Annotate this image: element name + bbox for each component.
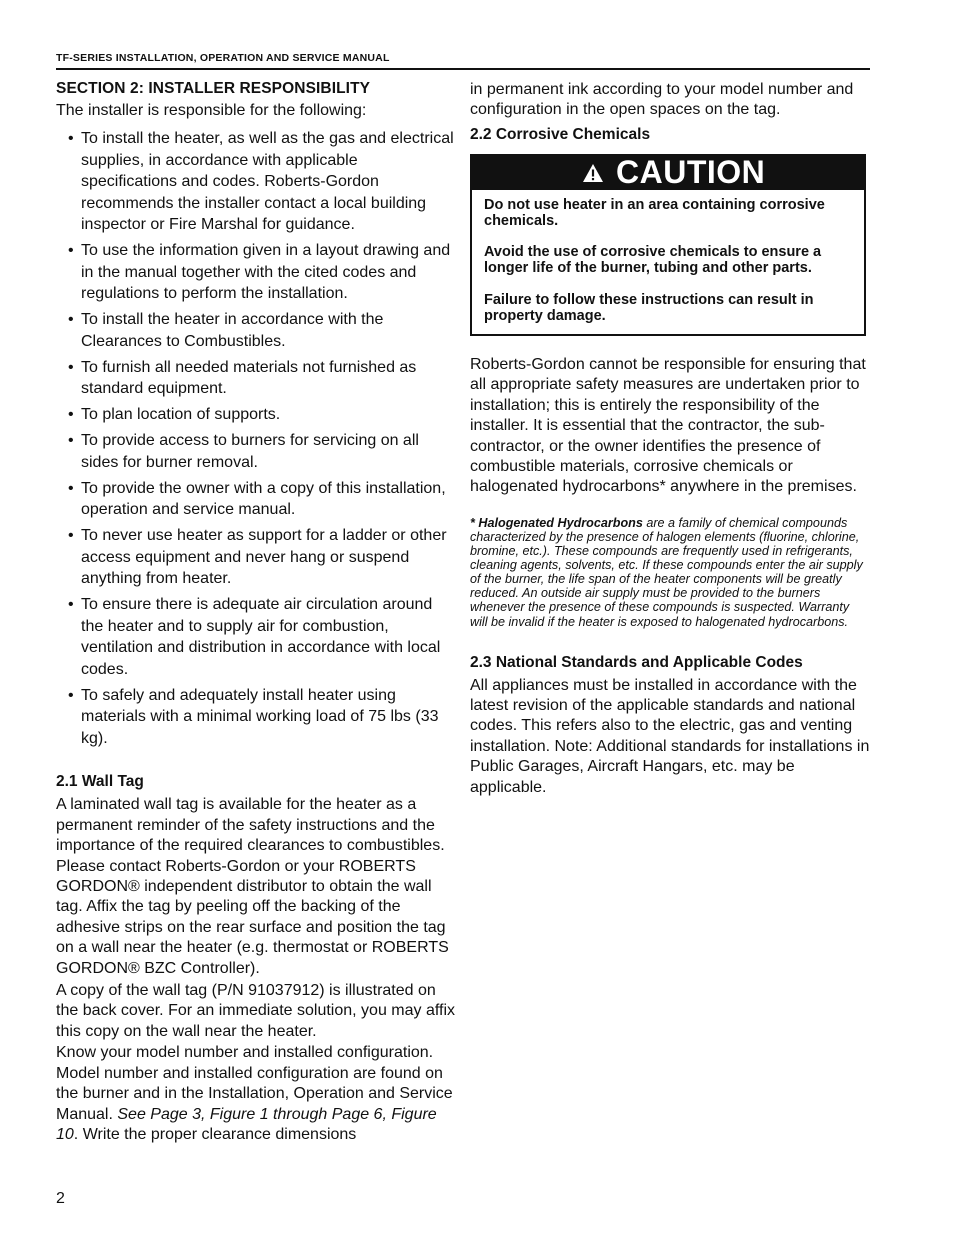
page-number: 2 [56, 1190, 65, 1207]
wall-tag-heading: 2.1 Wall Tag [56, 773, 144, 791]
list-item: • To furnish all needed materials not furnished as standard equipment. [68, 357, 458, 400]
left-column [56, 80, 458, 1145]
caution-title: CAUTION [616, 154, 766, 191]
corrosive-body: Roberts-Gordon cannot be responsible for ensuring that all appropriate safety measures are undertaken prior to installation; this is entirely the responsibility of the installer. It is essential that the contractor, the sub-contractor, or the owner identifies the presence of combustible materials, corrosive chemicals or halogenated hydrocarbons* anywhere in the premises. [470, 356, 866, 496]
figure-reference: See Page 3, Figure 1 through Page 6, Figure 10 [56, 1105, 437, 1143]
section-heading: SECTION 2: INSTALLER RESPONSIBILITY [56, 80, 371, 97]
standards-heading: 2.3 National Standards and Applicable Codes [470, 653, 803, 671]
corrosive-heading: 2.2 Corrosive Chemicals [470, 125, 651, 143]
caution-line: Avoid the use of corrosive chemicals to ensure a longer life of the burner, tubing and other parts. [484, 244, 822, 277]
list-item: • To ensure there is adequate air circulation around the heater and to supply air for combustion, ventilation and distribution in accordance with local codes. [68, 594, 458, 680]
right-column [470, 80, 870, 798]
running-header: TF-SERIES INSTALLATION, OPERATION AND SERVICE MANUAL [56, 52, 870, 70]
section-intro: The installer is responsible for the following: [56, 102, 367, 119]
caution-line: Failure to follow these instructions can result in property damage. [484, 291, 814, 324]
footnote-text: are a family of chemical compounds characterized by the presence of halogen elements (fluorine, chlorine, bromine, etc.). These compounds are frequently used in refrigerants, cleaning agents, solvents, etc. If these compounds enter the air supply of the burner, the life span of the heater components will be greatly reduced. An outside air supply must be provided to the burners whenever the presence of these compounds is suspected. Warranty will be invalid if the heater is exposed to halogenated hydrocarbons. [470, 515, 863, 629]
wall-tag-paragraph-3 [56, 1043, 458, 1145]
halogen-footnote [470, 516, 870, 629]
wall-tag-paragraph-3-start: Know your model number and installed configuration. Model number and installed configuration are found on the burner and in the Installation, Operation and Service Manual. [56, 1044, 453, 1123]
warning-triangle-icon [582, 163, 604, 183]
standards-body: All appliances must be installed in accordance with the latest revision of the applicable standards and national codes. This refers also to the electric, gas and venting installation. Note: Additional standards for installations in Public Garages, Aircraft Hangars, etc. may be applicable. [470, 676, 870, 796]
responsibility-list [56, 128, 458, 749]
list-item: • To provide the owner with a copy of this installation, operation and service manual. [68, 478, 458, 521]
caution-line: Do not use heater in an area containing corrosive chemicals. [484, 196, 825, 230]
wall-tag-paragraph-3-continued: in permanent ink according to your model number and configuration in the open spaces on the tag. [470, 81, 854, 119]
list-item: • To install the heater, as well as the gas and electrical supplies, in accordance with applicable specifications and codes. Roberts-Gordon recommends the installer contact a local building inspector or Fire Marshal for guidance. [68, 128, 458, 236]
caution-box [470, 154, 866, 336]
list-item: • To safely and adequately install heater using materials with a minimal working load of 75 lbs (33 kg). [68, 685, 458, 750]
list-item: • To never use heater as support for a ladder or other access equipment and never hang or suspend anything from heater. [68, 525, 458, 590]
caution-body [472, 190, 864, 334]
wall-tag-paragraph-2: A copy of the wall tag (P/N 91037912) is illustrated on the back cover. For an immediate solution, you may affix this copy on the wall near the heater. [56, 982, 456, 1040]
wall-tag-paragraph-3-end: . Write the proper clearance dimensions [73, 1125, 357, 1143]
list-item: • To provide access to burners for servicing on all sides for burner removal. [68, 430, 458, 473]
list-item: • To install the heater in accordance with the Clearances to Combustibles. [68, 309, 458, 352]
wall-tag-paragraph-1: A laminated wall tag is available for the heater as a permanent reminder of the safety instructions and the importance of the required clearances to combustibles. Please contact Roberts-Gordon or your ROBERTS GORDON® independent distributor to obtain the wall tag. Affix the tag by peeling off the backing of the adhesive strips on the rear surface and position the tag on a wall near the heater (e.g. thermostat or ROBERTS GORDON® BZC Controller). [56, 796, 449, 977]
list-item: • To use the information given in a layout drawing and in the manual together with the cited codes and regulations to perform the installation. [68, 240, 458, 305]
footnote-term: * Halogenated Hydrocarbons [470, 515, 643, 530]
caution-header [472, 156, 864, 190]
list-item: • To plan location of supports. [68, 404, 458, 426]
